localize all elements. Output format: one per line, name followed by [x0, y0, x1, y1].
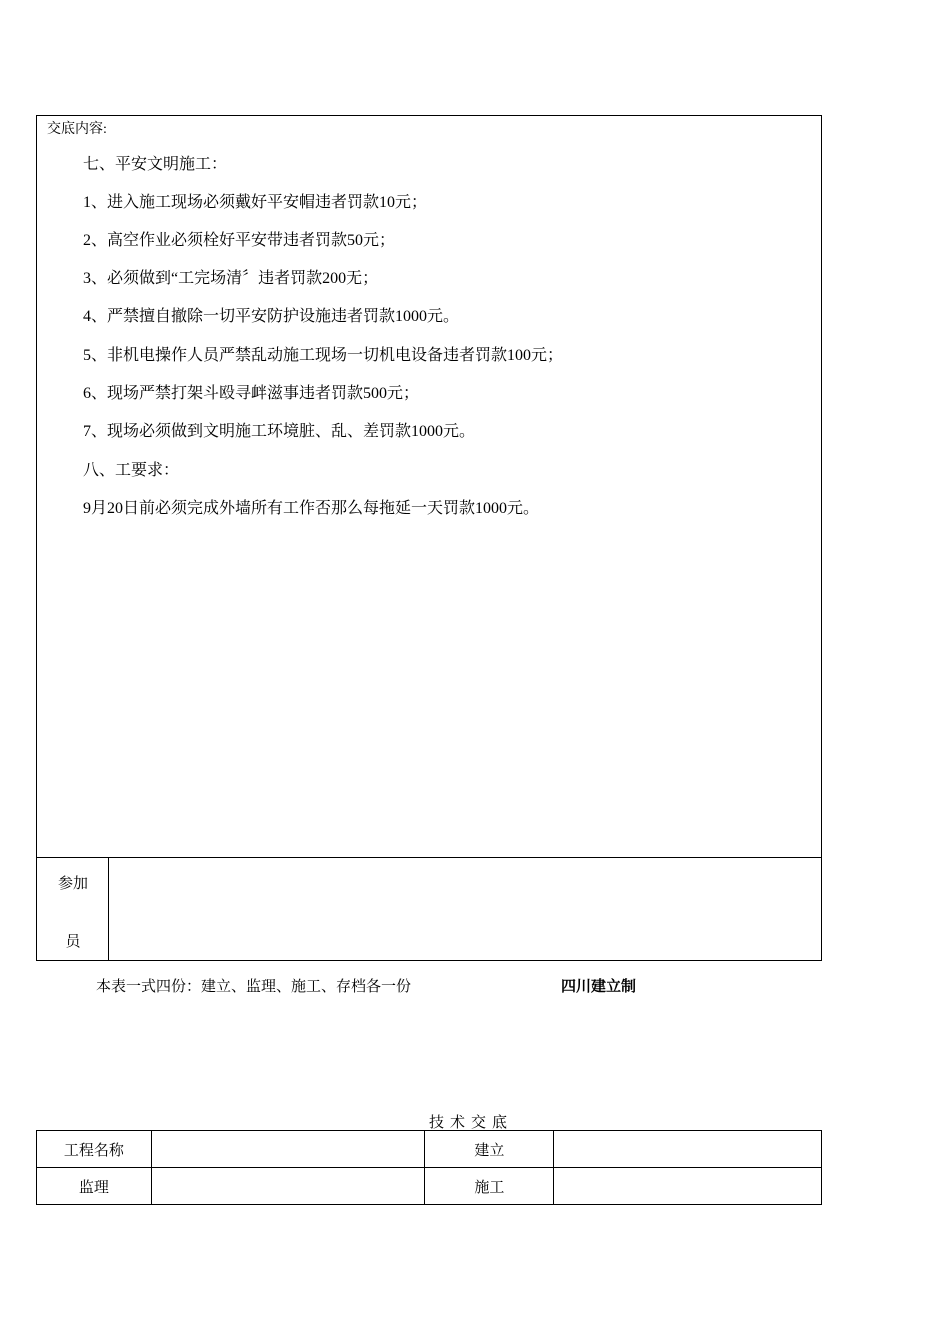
footer-note: 本表一式四份：建立、监理、施工、存档各一份	[96, 979, 412, 995]
content-line: 5、非机电操作人员严禁乱动施工现场一切机电设备违者罚款100元；	[83, 347, 564, 364]
table-row	[37, 1168, 822, 1205]
content-line: 八、工要求：	[83, 462, 180, 479]
supervision-label: 监理	[37, 1168, 152, 1205]
content-header: 交底内容:	[47, 122, 107, 137]
content-line: 6、现场严禁打架斗殴寻衅滋事违者罚款500元；	[83, 385, 420, 402]
table-row	[37, 1131, 822, 1168]
content-line: 3、必须做到“工完场清〞违者罚款200无；	[83, 270, 379, 287]
project-name-value[interactable]	[151, 1131, 425, 1168]
content-line: 7、现场必须做到文明施工环境脏、乱、差罚款1000元。	[83, 423, 476, 440]
project-name-label: 工程名称	[37, 1131, 152, 1168]
content-line: 4、严禁擅自撤除一切平安防护设施违者罚款1000元。	[83, 308, 460, 325]
supervision-value[interactable]	[151, 1168, 425, 1205]
content-line: 1、进入施工现场必须戴好平安帽违者罚款10元；	[83, 194, 428, 211]
construction-label: 建立	[425, 1131, 554, 1168]
construction-value[interactable]	[554, 1131, 822, 1168]
content-line: 2、高空作业必须栓好平安带违者罚款50元；	[83, 232, 396, 249]
participants-row	[36, 857, 822, 961]
footer-org: 四川建立制	[561, 977, 637, 995]
content-line: 七、平安文明施工：	[83, 156, 228, 173]
participants-label-cell	[37, 858, 109, 960]
builder-label: 施工	[425, 1168, 554, 1205]
project-info-table	[36, 1130, 822, 1205]
participants-label-top: 参加	[57, 876, 88, 892]
participants-value-cell[interactable]	[109, 858, 821, 960]
participants-label-bottom: 员	[65, 934, 81, 950]
content-line: 9月20日前必须完成外墙所有工作否那么每拖延一天罚款1000元。	[83, 500, 540, 517]
builder-value[interactable]	[554, 1168, 822, 1205]
disclosure-content-box	[36, 115, 822, 858]
tech-disclosure-title: 技术交底	[429, 1115, 514, 1131]
